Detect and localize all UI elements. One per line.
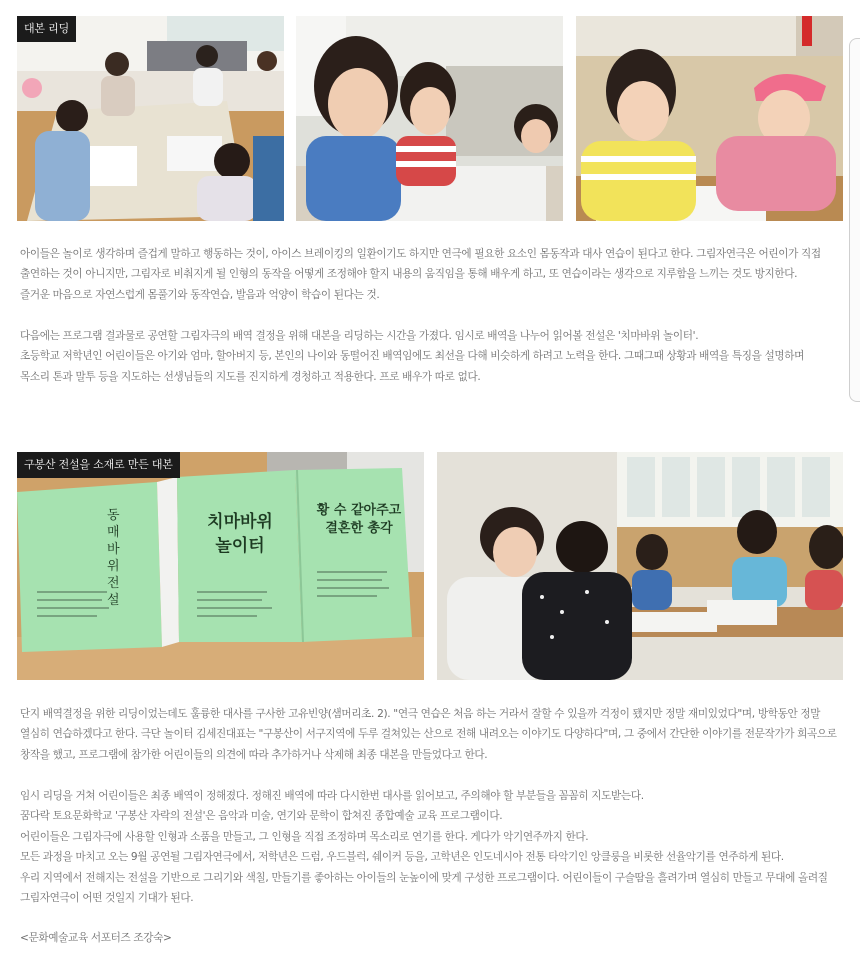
- text-line: 모든 과정을 마치고 오는 9월 공연될 그림자연극에서, 저학년은 드럼, 우드블럭, 쉐이커 등을, 고학년은 인도네시아 전통 타악기인 앙클룽을 비롯한 선율악기를 연주하게 된다.: [20, 851, 784, 864]
- text-line: 초등학교 저학년인 어린이들은 아기와 엄마, 할아버지 등, 본인의 나이와 동떨어진 배역임에도 최선을 다해 비슷하게 하려고 노력을 한다. 그때그때 상황과 배역을 특징을 설명하며: [20, 350, 805, 363]
- section2-paragraph-1: [20, 704, 835, 765]
- text-line: 어린이들은 그림자극에 사용할 인형과 소품을 만들고, 그 인형을 직접 조정하며 목소리로 연기를 한다. 게다가 악기연주까지 한다.: [20, 830, 589, 843]
- photo-two-girls-reading: [576, 16, 843, 221]
- section1-paragraph-1: [20, 244, 835, 305]
- text-line: 임시 리딩을 거쳐 어린이들은 최종 배역이 정해졌다. 정해진 배역에 따라 다시한번 대사를 읽어보고, 주의해야 할 부분들을 꼼꼼히 지도받는다.: [20, 790, 644, 802]
- text-line: 그림자연극이 어떤 것일지 기대가 된다.: [20, 892, 194, 905]
- photo-teachers-guiding-image: [437, 452, 843, 680]
- photo-caption-tag: 대본 리딩: [17, 16, 76, 42]
- text-line: 즐거운 마음으로 자연스럽게 몸풀기와 동작연습, 발음과 억양이 학습이 된다는 것.: [20, 288, 380, 301]
- photo-children-reading-aloud: [296, 16, 563, 221]
- text-line: 창작을 했고, 프로그램에 참가한 어린이들의 의견에 따라 추가하거나 삭제해 최종 대본을 만들었다고 한다.: [20, 748, 488, 761]
- signature-text: <문화예술교육 서포터즈 조강숙>: [20, 932, 172, 944]
- author-signature: [20, 928, 835, 948]
- section1-paragraph-2: [20, 326, 835, 387]
- text-line: 우리 지역에서 전해지는 전설을 기반으로 그리기와 색칠, 만들기를 좋아하는 아이들의 눈높이에 맞게 구성한 프로그램이다. 어린이들이 구슬땀을 흘려가며 열심히 만들고 무대에 올려질: [20, 871, 828, 884]
- text-line: 열심히 연습하겠다고 한다. 극단 놀이터 김세진대표는 "구봉산이 서구지역에 두루 걸쳐있는 산으로 전해 내려오는 이야기도 다양하다"며, 그 중에서 간단한 이야기를 전문작가가 희곡으로: [20, 728, 837, 741]
- photo-caption-tag: 구봉산 전설을 소재로 만든 대본: [17, 452, 180, 478]
- photo-teachers-guiding: [437, 452, 843, 680]
- photo-children-reading-aloud-image: [296, 16, 563, 221]
- script-title-middle: 치마바위 놀이터: [207, 512, 273, 556]
- text-line: 다음에는 프로그램 결과물로 공연할 그림자극의 배역 결정을 위해 대본을 리딩하는 시간을 가졌다. 임시로 배역을 나누어 읽어볼 전설은 '치마바위 놀이터'.: [20, 330, 699, 342]
- script-title-left: 동 매 바 위 전 설: [107, 508, 120, 608]
- photo-scripts: [17, 452, 424, 680]
- script-title-right: 황 수 같아주고 결혼한 총각: [316, 503, 402, 536]
- text-line: 출연하는 것이 아니지만, 그림자로 비춰지게 될 인형의 동작을 어떻게 조정해야 할지 내용의 움직임을 통해 배우게 하고, 또 연습이라는 생각으로 지루함을 느끼는 것도 방지한다.: [20, 268, 798, 281]
- photo-two-girls-reading-image: [576, 16, 843, 221]
- text-line: 단지 배역결정을 위한 리딩이었는데도 훌륭한 대사를 구사한 고유빈양(샘머리초. 2). "연극 연습은 처음 하는 거라서 잘할 수 있을까 걱정이 됐지만 정말 재미있었다"며, 방학동안 정말: [20, 708, 821, 720]
- text-line: 목소리 톤과 말투 등을 지도하는 선생님들의 지도를 진지하게 경청하고 적용한다. 프로 배우가 따로 없다.: [20, 370, 481, 383]
- photo-group-reading-image: [17, 16, 284, 221]
- photo-scripts-image: [17, 452, 424, 680]
- text-line: 아이들은 놀이로 생각하며 즐겁게 말하고 행동하는 것이, 아이스 브레이킹의 일환이기도 하지만 연극에 필요한 요소인 몸동작과 대사 연습이 된다고 한다. 그림자연극은 어린이가 직접: [20, 248, 821, 260]
- scrollbar-edge[interactable]: [849, 38, 860, 402]
- section2-paragraph-2: [20, 786, 835, 908]
- photo-group-reading: [17, 16, 284, 221]
- text-line: 꿈다락 토요문화학교 '구봉산 자락의 전설'은 음악과 미술, 연기와 문학이 합쳐진 종합예술 교육 프로그램이다.: [20, 810, 503, 823]
